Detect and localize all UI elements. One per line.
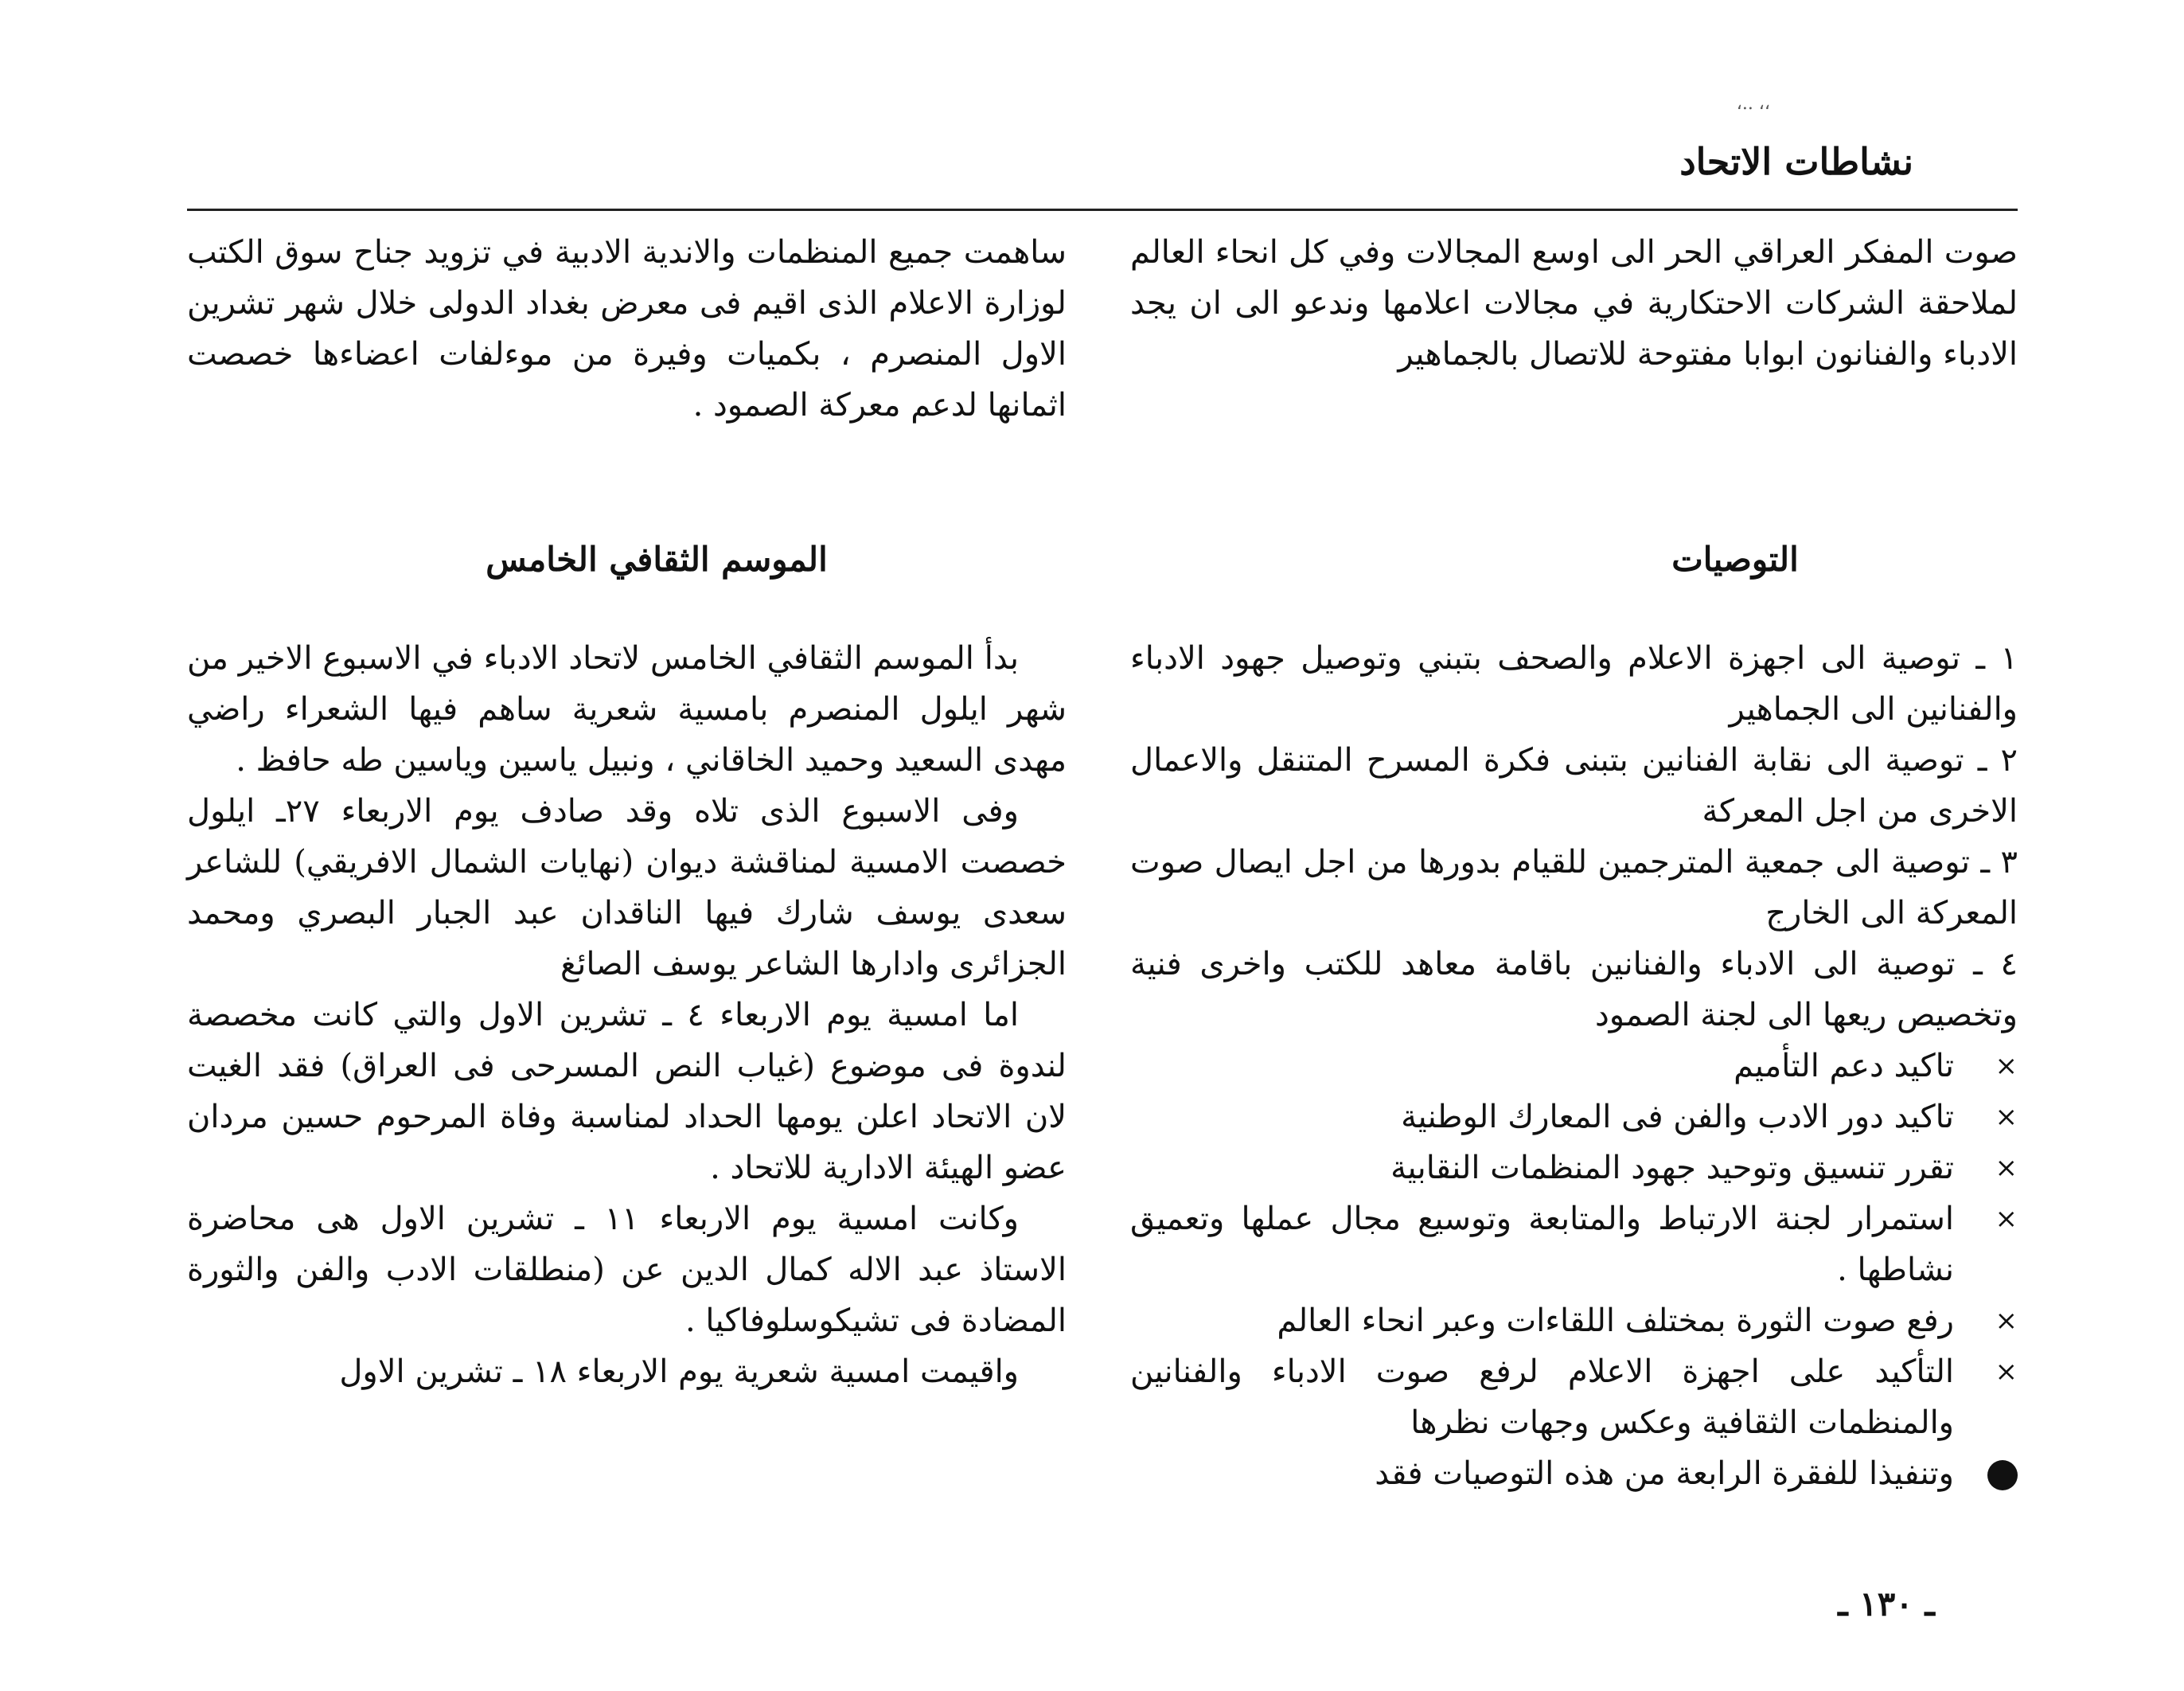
bullet-text: التأكيد على اجهزة الاعلام لرفع صوت الادباء والفنانين والمنظمات الثقافية وعكس وجهات نظرها <box>1130 1353 1954 1441</box>
left-column-intro <box>187 227 1067 431</box>
bullet-item <box>1130 1142 2018 1193</box>
season-paragraph: واقيمت امسية شعرية يوم الاربعاء ١٨ ـ تشرين الاول <box>339 1353 1019 1390</box>
recommendations-heading: التوصيات <box>1671 540 1799 579</box>
recommendation-item: ٣ ـ توصية الى جمعية المترجمين للقيام بدورها من اجل ايصال صوت المعركة الى الخارج <box>1130 844 2018 931</box>
left-intro-paragraph: ساهمت جميع المنظمات والاندية الادبية في تزويد جناح سوق الكتب لوزارة الاعلام الذى اقيم فى معرض بغداد الدولى خلال شهر تشرين الاول المنصرم ، بكميات وفيرة من موءلفات اعضاءها خصصت اثمانها لدعم معركة الصمود . <box>187 234 1067 424</box>
right-column-intro <box>1130 227 2018 380</box>
recommendation-item: ٤ ـ توصية الى الادباء والفنانين باقامة معاهد للكتب واخرى فنية وتخصيص ريعها الى لجنة الصمود <box>1130 946 2018 1033</box>
bullet-text: استمرار لجنة الارتباط والمتابعة وتوسيع مجال عملها وتعميق نشاطها . <box>1130 1201 1954 1288</box>
recommendation-bullets <box>1130 1041 2018 1499</box>
bullet-text: تاكيد دور الادب والفن فى المعارك الوطنية <box>1401 1099 1954 1135</box>
cross-mark-icon: × <box>1995 1305 2018 1337</box>
page-number: ـ ١٣٠ ـ <box>1838 1584 1935 1623</box>
recommendation-item: ٢ ـ توصية الى نقابة الفنانين بتبنى فكرة المسرح المتنقل والاعمال الاخرى من اجل المعركة <box>1130 742 2018 830</box>
filled-circle-icon <box>1970 1448 2018 1499</box>
bullet-text: تقرر تنسيق وتوحيد جهود المنظمات النقابية <box>1390 1150 1954 1186</box>
bullet-item <box>1130 1041 2018 1092</box>
recommendation-item: ١ ـ توصية الى اجهزة الاعلام والصحف بتبني وتوصيل جهود الادباء والفنانين الى الجماهير <box>1130 640 2018 728</box>
bullet-text: تاكيد دعم التأميم <box>1734 1048 1954 1084</box>
bullet-item <box>1130 1295 2018 1346</box>
header-rule-left <box>187 209 887 211</box>
bullet-item <box>1130 1092 2018 1142</box>
last-line-text: وتنفيذا للفقرة الرابعة من هذه التوصيات فقد <box>1375 1455 1954 1492</box>
cross-mark-icon: × <box>1995 1101 2018 1133</box>
bullet-item <box>1130 1193 2018 1295</box>
bullet-item <box>1130 1346 2018 1448</box>
bullet-item-last <box>1130 1448 2018 1499</box>
cross-mark-icon: × <box>1995 1050 2018 1082</box>
bullet-text: رفع صوت الثورة بمختلف اللقاءات وعبر انحاء العالم <box>1277 1302 1954 1339</box>
right-intro-paragraph: صوت المفكر العراقي الحر الى اوسع المجالات وفي كل انحاء العالم لملاحقة الشركات الاحتكارية في مجالات اعلامها وندعو الى ان يجد الادباء والفنانون ابوابا مفتوحة للاتصال بالجماهير <box>1130 234 2018 373</box>
recommendations-body <box>1130 633 2018 1499</box>
season-paragraph: وفى الاسبوع الذى تلاه وقد صادف يوم الاربعاء ٢٧ـ ايلول خصصت الامسية لمناقشة ديوان (نهايات الشمال الافريقي) للشاعر سعدى يوسف شارك فيها الناقدان عبد الجبار البصري ومحمد الجزائرى وادارها الشاعر يوسف الصائغ <box>187 793 1067 982</box>
cross-mark-icon: × <box>1995 1152 2018 1184</box>
section-title: نشاطات الاتحاد <box>1679 140 1913 183</box>
cross-mark-icon: × <box>1995 1203 2018 1235</box>
header-marks: ،، ..، <box>1736 94 1770 114</box>
cultural-season-body <box>187 633 1067 1397</box>
cross-mark-icon: × <box>1995 1356 2018 1388</box>
cultural-season-heading: الموسم الثقافي الخامس <box>486 540 828 579</box>
season-paragraph: بدأ الموسم الثقافي الخامس لاتحاد الادباء في الاسبوع الاخير من شهر ايلول المنصرم بامسية شعرية ساهم فيها الشعراء راضي مهدى السعيد وحميد الخاقاني ، ونبيل ياسين وياسين طه حافظ . <box>187 640 1067 779</box>
season-paragraph: اما امسية يوم الاربعاء ٤ ـ تشرين الاول والتي كانت مخصصة لندوة فى موضوع (غياب النص المسرحى فى العراق) فقد الغيت لان الاتحاد اعلن يومها الحداد لمناسبة وفاة المرحوم حسين مردان عضو الهيئة الادارية للاتحاد . <box>187 997 1067 1186</box>
header-rule-right <box>879 209 2018 211</box>
season-paragraph: وكانت امسية يوم الاربعاء ١١ ـ تشرين الاول هى محاضرة الاستاذ عبد الاله كمال الدين عن (منطلقات الادب والفن والثورة المضادة فى تشيكوسلوفاكيا . <box>187 1201 1067 1339</box>
